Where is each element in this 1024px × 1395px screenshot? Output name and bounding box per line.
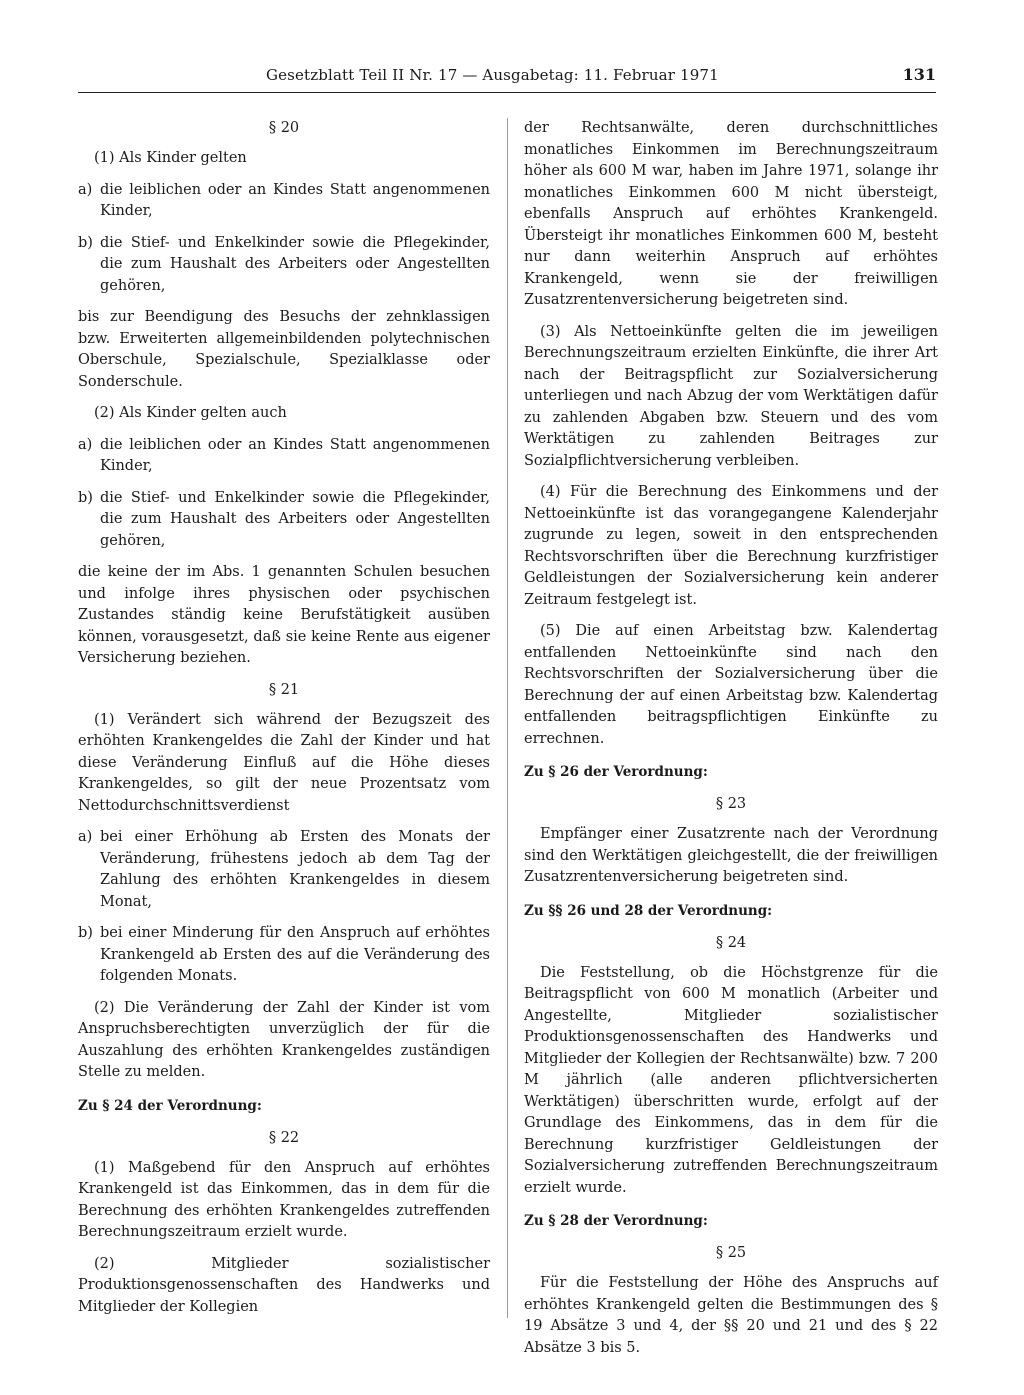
running-title: Gesetzblatt Teil II Nr. 17 — Ausgabetag: 11. Februar 1971 bbox=[266, 66, 719, 84]
paragraph: (2) Als Kinder gelten auch bbox=[94, 405, 287, 421]
paragraph: (2) Mitglieder sozialistischer Produktionsgenossenschaften des Handwerks und Mitglieder der Kollegien bbox=[78, 1255, 490, 1315]
list-marker: b) bbox=[78, 234, 93, 251]
reference-heading: Zu § 28 der Verordnung: bbox=[524, 1213, 708, 1229]
list-item-text: die Stief- und Enkelkinder sowie die Pflegekinder, die zum Haushalt des Arbeiters oder Angestellten gehören, bbox=[100, 234, 490, 294]
paragraph: (5) Die auf einen Arbeitstag bzw. Kalendertag entfallenden Nettoeinkünfte sind nach den Rechtsvorschriften der Sozialversicherung über die Berechnung der auf einen Arbeitstag bzw. Kalendertag entfallenden beitragspflichtigen Einkünfte zu errechnen. bbox=[524, 623, 938, 747]
paragraph: (3) Als Nettoeinkünfte gelten die im jeweiligen Berechnungszeitraum erzielten Einkünfte, die ihrer Art nach der Beitragspflicht zur Sozialversicherung unterliegen und nach Abzug der vom Werktätigen dafür zu zahlenden Abgaben bzw. Steuern und des vom Werktätigen zu zahlenden Beitrages zur Sozialpflichtversicherung verbleiben. bbox=[524, 323, 938, 469]
list-marker: a) bbox=[78, 181, 93, 198]
list-item bbox=[78, 827, 490, 913]
page-number: 131 bbox=[902, 65, 936, 84]
column-divider bbox=[507, 118, 508, 1318]
paragraph: die keine der im Abs. 1 genannten Schulen besuchen und infolge ihres physischen oder psychischen Zustandes ständig keine Berufstätigkeit ausüben können, vorausgesetzt, daß sie keine Rente aus eigener Versicherung beziehen. bbox=[78, 564, 490, 666]
reference-heading: Zu §§ 26 und 28 der Verordnung: bbox=[524, 902, 773, 919]
paragraph: Empfänger einer Zusatzrente nach der Verordnung sind den Werktätigen gleichgestellt, die der freiwilligen Zusatzrentenversicherung beigetreten sind. bbox=[524, 826, 938, 885]
list-item-text: bei einer Erhöhung ab Ersten des Monats der Veränderung, frühestens jedoch ab dem Tag der Zahlung des erhöhten Krankengeldes in diesem Monat, bbox=[100, 829, 490, 910]
list-item bbox=[78, 435, 490, 478]
list-item-text: bei einer Minderung für den Anspruch auf erhöhtes Krankengeld ab Ersten des auf die Veränderung des folgenden Monats. bbox=[100, 925, 490, 984]
section-heading-20: § 20 bbox=[268, 120, 300, 136]
list-marker: b) bbox=[78, 489, 93, 506]
paragraph: der Rechtsanwälte, deren durchschnittliches monatliches Einkommen im Berechnungszeitraum höher als 600 M war, haben im Jahre 1971, solange ihr monatliches Einkommen 600 M nicht übersteigt, ebenfalls Anspruch auf erhöhtes Krankengeld. Übersteigt ihr monatliches Einkommen 600 M, besteht nur dann weiterhin Anspruch auf erhöhtes Krankengeld, wenn sie der freiwilligen Zusatzrentenversicherung beigetreten sind. bbox=[524, 120, 938, 308]
list-item-text: die leiblichen oder an Kindes Statt angenommenen Kinder, bbox=[100, 181, 490, 219]
list-marker: a) bbox=[78, 829, 93, 845]
list-item bbox=[78, 923, 490, 988]
paragraph: (4) Für die Berechnung des Einkommens und der Nettoeinkünfte ist das vorangegangene Kalenderjahr zugrunde zu legen, soweit in den entsprechenden Rechtsvorschriften über die Berechnung kurzfristiger Geldleistungen der Sozialversicherung kein anderer Zeitraum festgelegt ist. bbox=[524, 484, 938, 608]
section-heading-23: § 23 bbox=[715, 796, 747, 812]
reference-heading: Zu § 24 der Verordnung: bbox=[78, 1097, 262, 1114]
right-column bbox=[524, 118, 938, 1369]
page-header bbox=[78, 66, 936, 93]
section-heading-22: § 22 bbox=[268, 1129, 300, 1146]
paragraph: (1) Verändert sich während der Bezugszeit des erhöhten Krankengeldes die Zahl der Kinder und hat diese Veränderung Einfluß auf die Höhe dieses Krankengeldes, so gilt der neue Prozentsatz vom Nettodurchschnittsverdienst bbox=[78, 711, 490, 814]
section-heading-21: § 21 bbox=[268, 681, 300, 698]
section-heading-25: § 25 bbox=[715, 1245, 747, 1261]
paragraph: (1) Maßgebend für den Anspruch auf erhöhtes Krankengeld ist das Einkommen, das in dem für die Berechnung des erhöhten Krankengeldes zutreffenden Berechnungszeitraum erzielt wurde. bbox=[78, 1159, 490, 1240]
list-item-text: die Stief- und Enkelkinder sowie die Pflegekinder, die zum Haushalt des Arbeiters oder Angestellten gehören, bbox=[100, 489, 490, 549]
list-item bbox=[78, 180, 490, 223]
paragraph: (1) Als Kinder gelten bbox=[94, 150, 247, 166]
paragraph: bis zur Beendigung des Besuchs der zehnklassigen bzw. Erweiterten allgemeinbildenden polytechnischen Oberschule, Spezialschule, Spezialklasse oder Sonderschule. bbox=[78, 309, 490, 390]
list-marker: b) bbox=[78, 925, 93, 941]
paragraph: Für die Feststellung der Höhe des Anspruchs auf erhöhtes Krankengeld gelten die Bestimmungen des § 19 Absätze 3 und 4, der §§ 20 und 21 und des § 22 Absätze 3 bis 5. bbox=[524, 1275, 938, 1356]
paragraph: Die Feststellung, ob die Höchstgrenze für die Beitragspflicht von 600 M monatlich (Arbeiter und Angestellte, Mitglieder sozialistischer Produktionsgenossenschaften des Handwerks und Mitglieder der Kollegien der Rechtsanwälte) bzw. 7 200 M jährlich (alle anderen pflichtversicherten Werktätigen) überschritten wurde, erfolgt auf der Grundlage des Einkommens, das in dem für die Berechnung kurzfristiger Geldleistungen der Sozialversicherung zutreffenden Berechnungszeitraum erzielt wurde. bbox=[524, 964, 938, 1196]
list-marker: a) bbox=[78, 436, 93, 453]
paragraph: (2) Die Veränderung der Zahl der Kinder ist vom Anspruchsberechtigten unverzüglich der für die Auszahlung des erhöhten Krankengeldes zuständigen Stelle zu melden. bbox=[78, 999, 490, 1080]
list-item-text: die leiblichen oder an Kindes Statt angenommenen Kinder, bbox=[100, 436, 490, 474]
list-item bbox=[78, 488, 490, 553]
left-column bbox=[78, 118, 490, 1328]
reference-heading: Zu § 26 der Verordnung: bbox=[524, 764, 708, 780]
list-item bbox=[78, 233, 490, 298]
section-heading-24: § 24 bbox=[715, 934, 747, 951]
